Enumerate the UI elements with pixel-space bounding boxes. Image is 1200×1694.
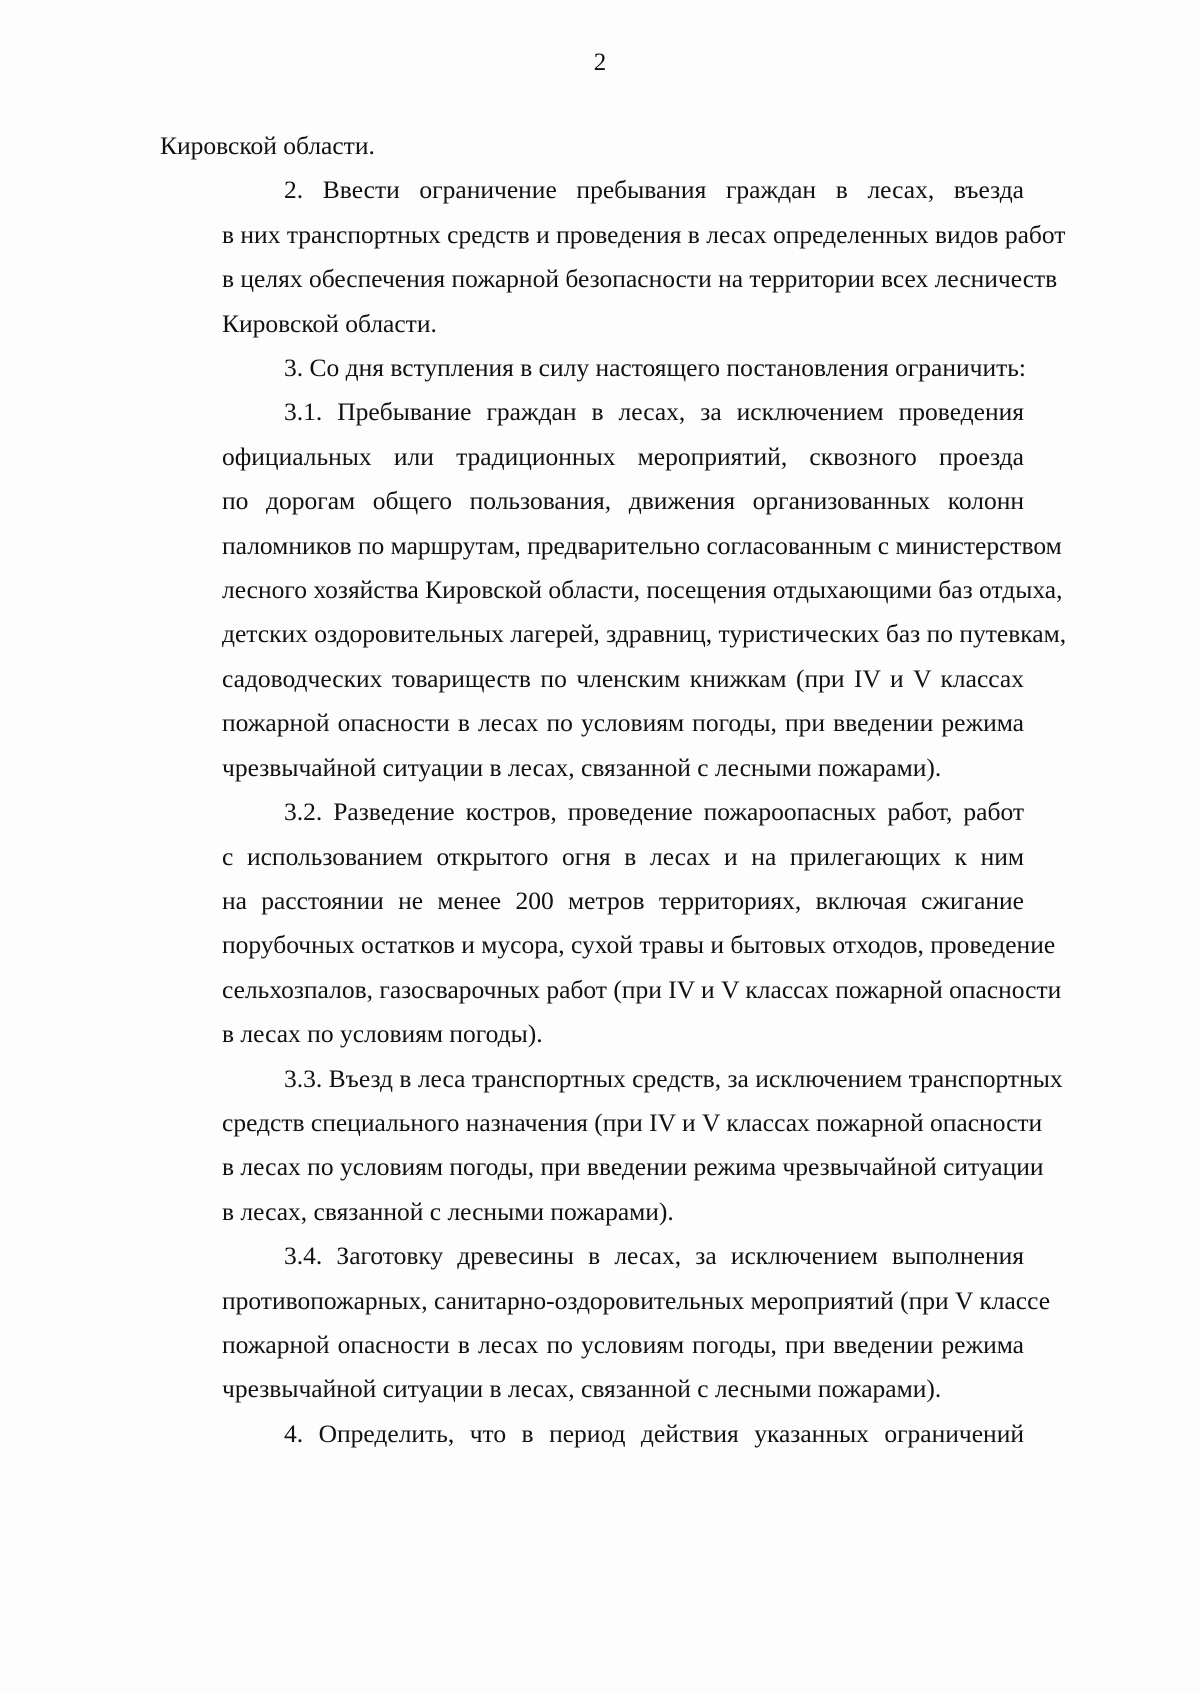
paragraph-item-3-4 (160, 1234, 1051, 1412)
text-line: 3.2. Разведение костров, проведение пожароопасных работ, работ (284, 797, 1024, 827)
text-line: противопожарных, санитарно-оздоровительных мероприятий (при V классе (222, 1285, 1051, 1315)
text-line: лесного хозяйства Кировской области, посещения отдыхающими баз отдыха, (222, 575, 1063, 605)
paragraph-item-2 (160, 168, 1066, 346)
text-line: в лесах, связанной с лесными пожарами). (222, 1196, 674, 1226)
text-line: в лесах по условиям погоды, при введении режима чрезвычайной ситуации (222, 1152, 1044, 1182)
text-line: пожарной опасности в лесах по условиям погоды, при введении режима (222, 1329, 1024, 1359)
text-line: 3. Со дня вступления в силу настоящего постановления ограничить: (284, 353, 1026, 383)
text-line: средств специального назначения (при IV и V классах пожарной опасности (222, 1107, 1043, 1137)
paragraph-item-3-3 (160, 1057, 1063, 1235)
text-line: официальных или традиционных мероприятий, сквозного проезда (222, 441, 1024, 471)
text-line: чрезвычайной ситуации в лесах, связанной с лесными пожарами). (222, 1374, 942, 1404)
text-line: детских оздоровительных лагерей, здравниц, туристических баз по путевкам, (222, 619, 1067, 649)
text-line: 3.3. Въезд в леса транспортных средств, за исключением транспортных (284, 1063, 1063, 1093)
text-line: в целях обеспечения пожарной безопасности на территории всех лесничеств (222, 264, 1058, 294)
text-line: Кировской области. (160, 131, 375, 160)
text-line: на расстоянии не менее 200 метров территориях, включая сжигание (222, 885, 1024, 915)
text-line: сельхозпалов, газосварочных работ (при IV и V классах пожарной опасности (222, 974, 1062, 1004)
text-line: 3.1. Пребывание граждан в лесах, за исключением проведения (284, 397, 1024, 427)
text-line: пожарной опасности в лесах по условиям погоды, при введении режима (222, 708, 1024, 738)
text-line: 4. Определить, что в период действия указанных ограничений (284, 1418, 1024, 1448)
paragraph-item-3-1 (160, 390, 1067, 790)
paragraph-item-3-2 (160, 790, 1062, 1056)
text-line: по дорогам общего пользования, движения организованных колонн (222, 486, 1024, 516)
text-line: чрезвычайной ситуации в лесах, связанной с лесными пожарами). (222, 752, 942, 782)
text-line: в лесах по условиям погоды). (222, 1019, 543, 1049)
text-line: порубочных остатков и мусора, сухой травы и бытовых отходов, проведение (222, 930, 1056, 960)
text-line: Кировской области. (222, 308, 437, 338)
paragraph-continuation (160, 124, 1024, 168)
text-line: 3.4. Заготовку древесины в лесах, за исключением выполнения (284, 1241, 1024, 1271)
paragraph-item-3 (160, 346, 1024, 390)
text-line: с использованием открытого огня в лесах и на прилегающих к ним (222, 841, 1024, 871)
document-body (160, 124, 1067, 1456)
text-line: в них транспортных средств и проведения в лесах определенных видов работ (222, 219, 1066, 249)
text-line: садоводческих товариществ по членским книжкам (при IV и V классах (222, 663, 1024, 693)
paragraph-item-4 (160, 1412, 1024, 1456)
text-line: 2. Ввести ограничение пребывания граждан в лесах, въезда (284, 175, 1024, 205)
text-line: паломников по маршрутам, предварительно согласованным с министерством (222, 530, 1062, 560)
page-number: 2 (593, 49, 607, 76)
